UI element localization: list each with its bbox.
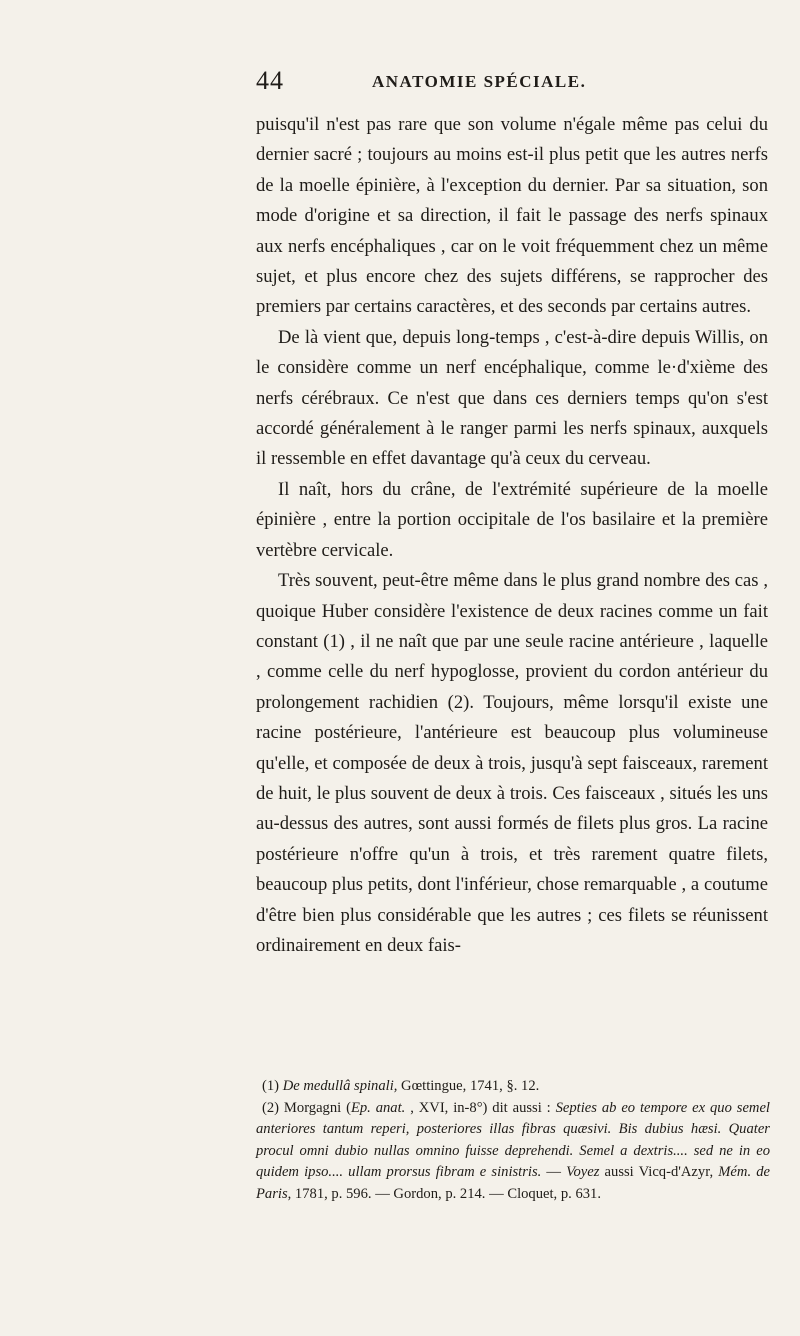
footnote-1-title: De medullâ spinali, [282, 1078, 398, 1094]
page-number: 44 [256, 66, 284, 95]
paragraph-3: Il naît, hors du crâne, de l'extrémité supérieure de la moelle épinière , entre la portion occipitale de l'os basilaire et la première vertèbre cervicale. [256, 478, 768, 561]
paragraph-2: De là vient que, depuis long-temps , c'est-à-dire depuis Willis, on le considère comme un nerf encéphalique, comme le·d'xième des nerfs cérébraux. Ce n'est que dans ces derniers temps qu'on s'est accordé généralement à le ranger parmi les nerfs spinaux, auxquels il ressemble en effet davantage qu'à ceux du cerveau. [256, 326, 768, 470]
footnote-2-mem: Mém. de Paris [256, 1164, 770, 1202]
paragraph-1: puisqu'il n'est pas rare que son volume n'égale même pas celui du dernier sacré ; toujours au moins est-il plus petit que les autres nerfs de la moelle épinière, à l'exception du dernier. Par sa situation, son mode d'origine et sa direction, il fait le passage des nerfs spinaux aux nerfs encéphaliques , car on le voit fréquemment chez un même sujet, et plus encore chez des sujets différens, se rapprocher des premiers par certains caractères, et des seconds par certains autres. [256, 114, 768, 318]
footnote-2-part1: Morgagni ( [279, 1099, 351, 1116]
paragraph-4: Très souvent, peut-être même dans le plus grand nombre des cas , quoique Huber considère l'existence de deux racines comme un fait constant (1) , il ne naît que par une seule racine antérieure , laquelle , comme celle du nerf hypoglosse, provient du cordon antérieur du prolongement rachidien (2). Toujours, même lorsqu'il existe une racine postérieure, l'antérieure est beaucoup plus volumineuse qu'elle, et composée de deux à trois, jusqu'à sept faisceaux, rarement de huit, le plus souvent de deux à trois. Ces faisceaux , situés les uns au-dessus des autres, sont aussi formés de filets plus gros. La racine postérieure n'offre qu'un à trois, et très rarement quatre filets, beaucoup plus petits, dont l'inférieur, chose remarquable , a coutume d'être bien plus considérable que les autres ; ces filets se réunissent ordinairement en deux fais- [256, 570, 768, 956]
running-head: ANATOMIE SPÉCIALE. [372, 72, 587, 91]
footnote-2-ref: Ep. anat. [350, 1099, 406, 1116]
footnote-2-part4: aussi Vicq-d'Azyr, [599, 1164, 719, 1181]
page-header [256, 66, 768, 96]
footnote-2-quote: Septies ab eo tempore ex quo semel anteriores tantum reperi, posteriores illas fibras quæsivi. Bis dubius hæsi. Quater procul omni dubio nullas omnino fuisse deprehendi. Semel a dextris.... sed ne in eo quidem ipso.... ullam prorsus fibram e sinistris. [256, 1099, 770, 1181]
footnote-2-part5: , 1781, p. 596. — Gordon, p. 214. — Cloquet, p. 631. [287, 1185, 601, 1202]
footnote-2 [256, 1098, 770, 1206]
footnote-2-voyez: Voyez [566, 1164, 600, 1181]
footnote-1-rest: Gœttingue, 1741, §. 12. [397, 1078, 540, 1094]
footnote-1 [256, 1076, 770, 1098]
main-text [256, 110, 768, 961]
footnote-2-part3: — [541, 1164, 567, 1181]
footnotes [256, 1076, 770, 1206]
footnote-1-mark: (1) [262, 1078, 280, 1094]
footnote-2-part2: , XVI, in-8°) dit aussi : [405, 1099, 556, 1116]
footnote-2-mark: (2) [262, 1099, 280, 1116]
